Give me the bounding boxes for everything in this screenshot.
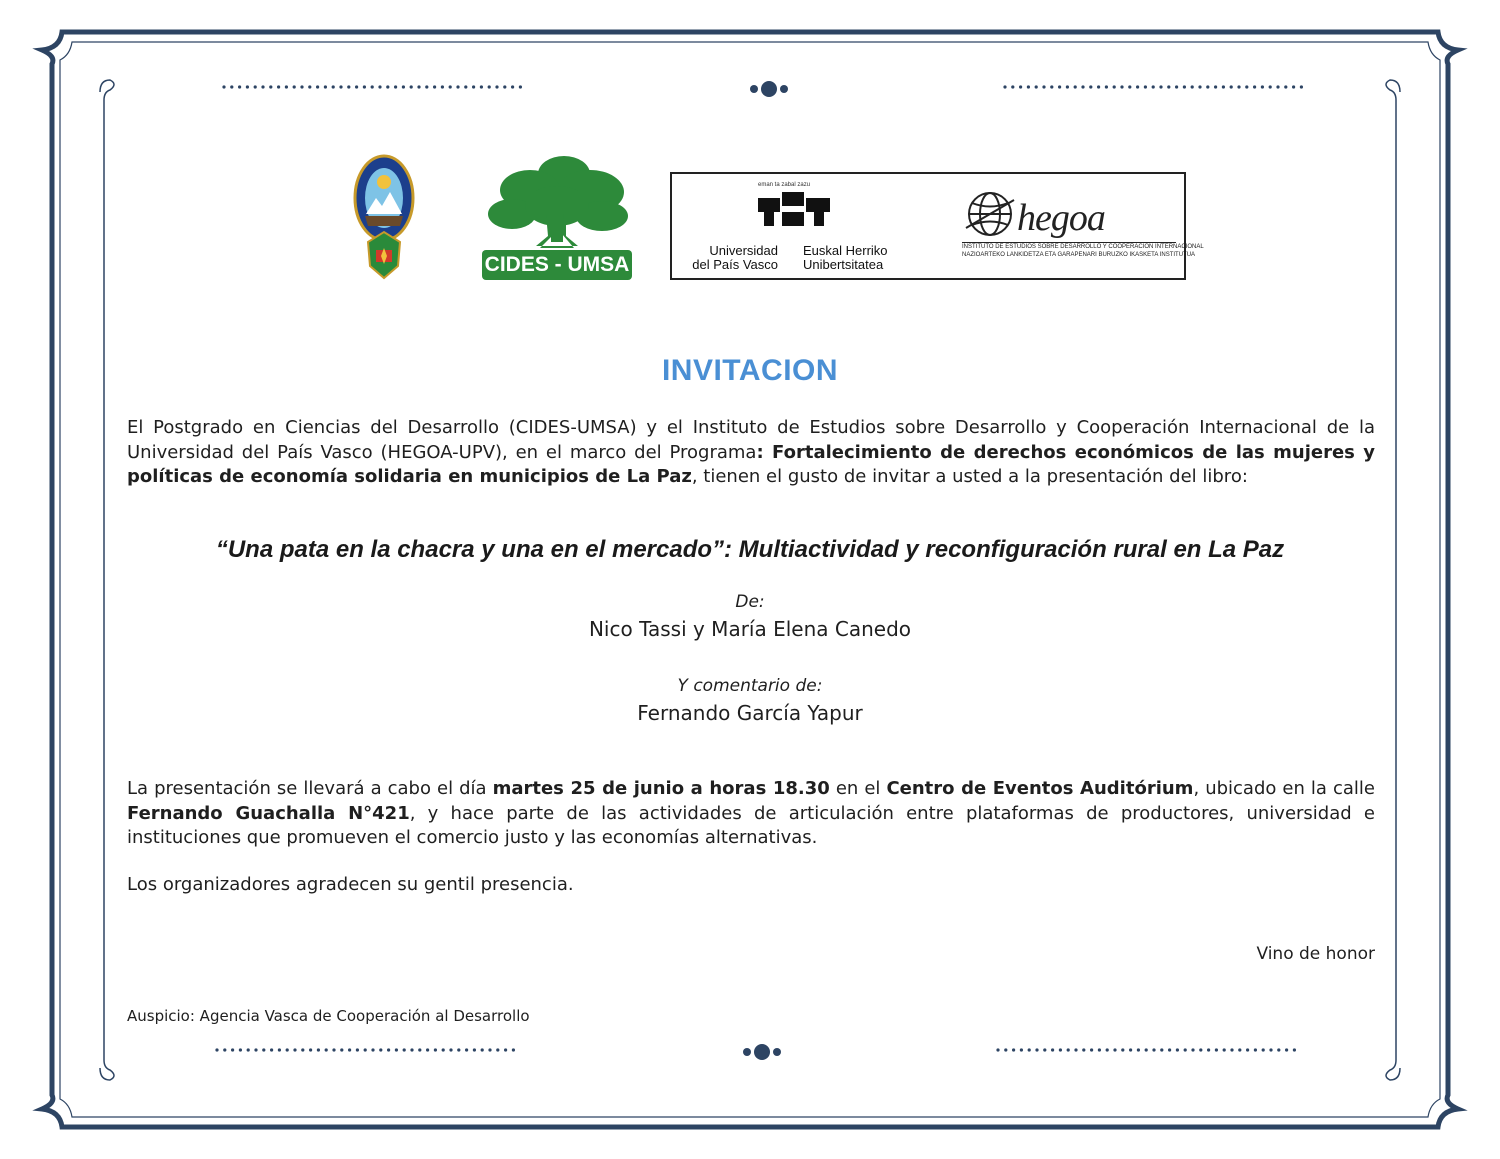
- decorative-dot: [301, 1048, 304, 1051]
- decorative-dot: [1254, 1048, 1257, 1051]
- decorative-dot: [1261, 85, 1264, 88]
- commentator-name: Fernando García Yapur: [637, 701, 863, 725]
- decorative-dot: [1168, 1048, 1171, 1051]
- decorative-dot: [465, 1048, 468, 1051]
- decorative-dot: [293, 85, 296, 88]
- intro-section: [127, 416, 1375, 490]
- upv-name-eu-line2: Unibertsitatea: [803, 257, 884, 272]
- decorative-dot: [1120, 85, 1123, 88]
- decorative-dot: [1223, 1048, 1226, 1051]
- cides-umsa-logo: [482, 154, 632, 280]
- program-name: : Fortalecimiento de derechos económicos de las mujeres y políticas de economía solidaria en municipios de La Paz: [127, 441, 1375, 487]
- decorative-dot: [1152, 1048, 1155, 1051]
- decorative-dot: [1050, 85, 1053, 88]
- decorative-dot: [449, 1048, 452, 1051]
- decorative-dot: [308, 85, 311, 88]
- page-title: INVITACION: [661, 354, 839, 387]
- decorative-dot: [457, 1048, 460, 1051]
- decorative-dot: [286, 1048, 289, 1051]
- decorative-dot: [254, 85, 257, 88]
- decorative-dot: [433, 85, 436, 88]
- upv-name-eu-line1: Euskal Herriko: [803, 243, 888, 258]
- decorative-dot: [340, 1048, 343, 1051]
- decorative-dot: [1043, 1048, 1046, 1051]
- decorative-dot: [293, 1048, 296, 1051]
- decorative-dot: [488, 1048, 491, 1051]
- decorative-dot: [1184, 1048, 1187, 1051]
- decorative-dot: [1082, 1048, 1085, 1051]
- intro-paragraph: [127, 416, 1375, 490]
- decorative-dot: [464, 85, 467, 88]
- details-text-3: , ubicado en la calle: [1193, 778, 1375, 799]
- decorative-dot: [378, 85, 381, 88]
- decorative-dot: [426, 1048, 429, 1051]
- decorative-dot: [480, 85, 483, 88]
- decorative-dot: [1081, 85, 1084, 88]
- vino-de-honor: Vino de honor: [1256, 944, 1375, 964]
- decorative-dot: [1113, 85, 1116, 88]
- hegoa-divider: [962, 242, 1176, 243]
- decorative-dot: [410, 1048, 413, 1051]
- decorative-dot: [1152, 85, 1155, 88]
- decorative-dot: [371, 1048, 374, 1051]
- decorative-dot: [503, 85, 506, 88]
- decorative-dot: [1137, 1048, 1140, 1051]
- decorative-dot: [1300, 85, 1303, 88]
- decorative-dot: [1206, 85, 1209, 88]
- decorative-dot: [324, 85, 327, 88]
- decorative-dot: [434, 1048, 437, 1051]
- auspicio: Auspicio: Agencia Vasca de Cooperación al Desarrollo: [127, 1007, 530, 1025]
- hegoa-caption-es: INSTITUTO DE ESTUDIOS SOBRE DESARROLLO Y COOPERACIÓN INTERNACIONAL: [962, 244, 1204, 250]
- decorative-dot: [347, 85, 350, 88]
- decorative-dot: [238, 85, 241, 88]
- details-text-2: en el: [829, 778, 887, 799]
- decorative-dot: [504, 1048, 507, 1051]
- decorative-dot: [231, 1048, 234, 1051]
- decorative-dot: [325, 1048, 328, 1051]
- decorative-dot: [356, 1048, 359, 1051]
- decorative-dot: [456, 85, 459, 88]
- decorative-dot: [1129, 1048, 1132, 1051]
- decorative-dot: [379, 1048, 382, 1051]
- decorative-dot: [1003, 85, 1006, 88]
- decorative-dot: [363, 85, 366, 88]
- decorative-dot: [425, 85, 428, 88]
- decorative-dot: [1004, 1048, 1007, 1051]
- decorative-dot: [1176, 1048, 1179, 1051]
- decorative-dot: [394, 85, 397, 88]
- decorative-dot: [1238, 1048, 1241, 1051]
- decorative-dot: [239, 1048, 242, 1051]
- decorative-dot: [1175, 85, 1178, 88]
- decorative-dot: [278, 1048, 281, 1051]
- decorative-dot: [1027, 85, 1030, 88]
- decorative-dot: [1020, 1048, 1023, 1051]
- closing-text: Los organizadores agradecen su gentil presencia.: [127, 874, 574, 895]
- decorative-dot: [1106, 1048, 1109, 1051]
- decorative-dot: [1198, 85, 1201, 88]
- decorative-dot: [1145, 1048, 1148, 1051]
- decorative-dot: [1183, 85, 1186, 88]
- decorative-dot: [1098, 1048, 1101, 1051]
- decorative-dot: [1276, 85, 1279, 88]
- decorative-dot: [316, 85, 319, 88]
- decorative-dot: [386, 85, 389, 88]
- hegoa-caption-eu: NAZIOARTEKO LANKIDETZA ETA GARAPENARI BURUZKO IKASKETA INSTITUTUA: [962, 252, 1196, 258]
- decorative-dot: [1215, 1048, 1218, 1051]
- decorative-dot: [402, 85, 405, 88]
- decorative-dot: [348, 1048, 351, 1051]
- decorative-dot: [332, 85, 335, 88]
- event-address: Fernando Guachalla N°421: [127, 802, 410, 824]
- decorative-dot: [1246, 1048, 1249, 1051]
- decorative-dot: [261, 85, 264, 88]
- decorative-dot: [449, 85, 452, 88]
- decorative-dot: [247, 1048, 250, 1051]
- decorative-dot: [495, 85, 498, 88]
- decorative-dot: [1214, 85, 1217, 88]
- upv-name-es-line2: del País Vasco: [692, 257, 778, 272]
- decorative-dot: [1191, 85, 1194, 88]
- decorative-dot: [285, 85, 288, 88]
- decorative-dot: [1059, 1048, 1062, 1051]
- decorative-dot: [317, 1048, 320, 1051]
- details-text-4: , y hace parte de las actividades de articulación entre plataformas de productores, universidad e instituciones que promueven el comercio justo y las economías alternativas.: [127, 802, 1375, 848]
- decorative-dot: [473, 1048, 476, 1051]
- decorative-dot: [1237, 85, 1240, 88]
- decorative-dot: [223, 1048, 226, 1051]
- decorative-dot: [254, 1048, 257, 1051]
- decorative-dot: [387, 1048, 390, 1051]
- event-date-time: martes 25 de junio a horas 18.30: [492, 778, 830, 799]
- decorative-dot: [1019, 85, 1022, 88]
- decorative-dot: [1292, 85, 1295, 88]
- decorative-dot: [488, 85, 491, 88]
- decorative-dot: [1067, 1048, 1070, 1051]
- tree-icon: [482, 154, 632, 250]
- decorative-dot: [364, 1048, 367, 1051]
- decorative-dot: [1035, 85, 1038, 88]
- upv-motto: eman ta zabal zazu: [758, 182, 811, 188]
- decorative-dot: [410, 85, 413, 88]
- upv-hegoa-logo-box: [670, 172, 1204, 280]
- decorative-dot: [1090, 1048, 1093, 1051]
- decorative-dot: [1113, 1048, 1116, 1051]
- decorative-dot: [1285, 1048, 1288, 1051]
- decorative-dot: [332, 1048, 335, 1051]
- decorative-dot: [1144, 85, 1147, 88]
- decorative-dot: [277, 85, 280, 88]
- decorative-dot: [215, 1048, 218, 1051]
- decorative-dot: [355, 85, 358, 88]
- decorative-dot: [1269, 85, 1272, 88]
- decorative-dot: [246, 85, 249, 88]
- decorative-dot: [1097, 85, 1100, 88]
- decorative-dot: [512, 1048, 515, 1051]
- details-section: [127, 777, 1375, 851]
- book-title: “Una pata en la chacra y una en el mercado”: Multiactividad y reconfiguración rural en La Paz: [215, 536, 1285, 563]
- decorative-dot: [1207, 1048, 1210, 1051]
- decorative-dot: [1042, 85, 1045, 88]
- decorative-dot: [1253, 85, 1256, 88]
- decorative-dot: [418, 1048, 421, 1051]
- decorative-dot: [1230, 85, 1233, 88]
- decorative-dot: [1284, 85, 1287, 88]
- decorative-dot: [1012, 1048, 1015, 1051]
- decorative-dot: [1191, 1048, 1194, 1051]
- intro-text-1: El Postgrado en Ciencias del Desarrollo (CIDES-UMSA) y el Instituto de Estudios sobre Desarrollo y Cooperación Internacional de la Universidad del País Vasco (HEGOA-UPV), en el marco del Programa: [127, 417, 1375, 463]
- decorative-dot: [395, 1048, 398, 1051]
- decorative-dot: [300, 85, 303, 88]
- details-paragraph: [127, 777, 1375, 851]
- decorative-dot: [371, 85, 374, 88]
- decorative-dot: [519, 85, 522, 88]
- decorative-dot: [1262, 1048, 1265, 1051]
- authors-names: Nico Tassi y María Elena Canedo: [588, 617, 912, 641]
- authors-label: De:: [735, 592, 765, 612]
- decorative-dot: [1028, 1048, 1031, 1051]
- logo-row: [0, 150, 1500, 290]
- decorative-dot: [339, 85, 342, 88]
- decorative-dot: [1277, 1048, 1280, 1051]
- decorative-dot: [1074, 1048, 1077, 1051]
- decorative-dot: [996, 1048, 999, 1051]
- decorative-dot: [1199, 1048, 1202, 1051]
- decorative-dot: [441, 85, 444, 88]
- upv-emblem-icon: [758, 192, 834, 232]
- decorative-dot: [1269, 1048, 1272, 1051]
- decorative-dot: [417, 85, 420, 88]
- decorative-dot: [1035, 1048, 1038, 1051]
- decorative-dot: [262, 1048, 265, 1051]
- upv-name-es: [680, 244, 778, 272]
- decorative-dot: [1222, 85, 1225, 88]
- decorative-dot: [1159, 85, 1162, 88]
- decorative-dot: [1058, 85, 1061, 88]
- decorative-dot: [1293, 1048, 1296, 1051]
- decorative-dot: [481, 1048, 484, 1051]
- decorative-dot: [1167, 85, 1170, 88]
- decorative-dot: [1160, 1048, 1163, 1051]
- decorative-dot: [1051, 1048, 1054, 1051]
- decorative-dot: [1066, 85, 1069, 88]
- decorative-dot: [1128, 85, 1131, 88]
- decorative-dot: [403, 1048, 406, 1051]
- umsa-seal-icon: [352, 154, 416, 282]
- decorative-dot: [442, 1048, 445, 1051]
- hegoa-globe-icon: [962, 188, 1018, 240]
- details-text-1: La presentación se llevará a cabo el día: [127, 778, 493, 799]
- closing-section: [127, 873, 1375, 898]
- decorative-dot: [1089, 85, 1092, 88]
- cides-label: CIDES - UMSA: [482, 250, 632, 280]
- intro-text-2: , tienen el gusto de invitar a usted a la presentación del libro:: [691, 466, 1248, 487]
- decorative-dot: [1136, 85, 1139, 88]
- comment-label: Y comentario de:: [677, 676, 823, 696]
- decorative-dot: [1245, 85, 1248, 88]
- decorative-dot: [1074, 85, 1077, 88]
- decorative-dot: [1121, 1048, 1124, 1051]
- decorative-dot: [496, 1048, 499, 1051]
- decorative-dot: [270, 1048, 273, 1051]
- upv-name-es-line1: Universidad: [709, 243, 778, 258]
- decorative-dot: [1011, 85, 1014, 88]
- decorative-dot: [230, 85, 233, 88]
- decorative-dot: [1230, 1048, 1233, 1051]
- decorative-dot: [472, 85, 475, 88]
- decorative-dot: [269, 85, 272, 88]
- upv-name-eu: [803, 244, 888, 272]
- hegoa-wordmark: hegoa: [1017, 197, 1105, 239]
- decorative-dot: [309, 1048, 312, 1051]
- decorative-dot: [222, 85, 225, 88]
- decorative-dot: [511, 85, 514, 88]
- decorative-dot: [1105, 85, 1108, 88]
- event-venue: Centro de Eventos Auditórium: [886, 778, 1194, 799]
